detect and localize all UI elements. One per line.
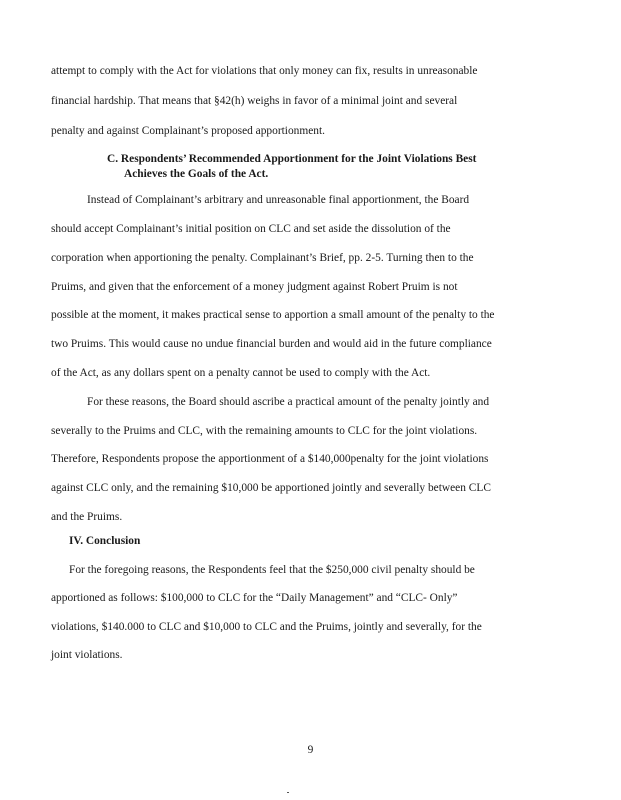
body-text-line: corporation when apportioning the penalty. Complainant’s Brief, pp. 2-5. Turning then to the (51, 252, 474, 264)
body-text-line: and the Pruims. (51, 511, 123, 523)
body-text-line: Pruims, and given that the enforcement of a money judgment against Robert Pruim is not (51, 281, 458, 293)
body-text-line: violations, $140.000 to CLC and $10,000 to CLC and the Pruims, jointly and severally, for the (51, 621, 482, 633)
body-text-line: against CLC only, and the remaining $10,000 be apportioned jointly and severally between CLC (51, 482, 491, 494)
body-text-line: Instead of Complainant’s arbitrary and unreasonable final apportionment, the Board (87, 194, 470, 206)
section-heading: IV. Conclusion (69, 535, 141, 547)
body-text-line: apportioned as follows: $100,000 to CLC for the “Daily Management” and “CLC- Only” (51, 592, 458, 604)
body-text-line: severally to the Pruims and CLC, with the remaining amounts to CLC for the joint violations. (51, 425, 478, 437)
body-text-line: penalty and against Complainant’s proposed apportionment. (51, 125, 325, 137)
body-text-line: two Pruims. This would cause no undue financial burden and would aid in the future compliance (51, 338, 492, 350)
section-heading: Achieves the Goals of the Act. (124, 168, 269, 180)
body-text-line: joint violations. (51, 649, 123, 661)
body-text-line: of the Act, as any dollars spent on a penalty cannot be used to comply with the Act. (51, 367, 431, 379)
body-text-line: For these reasons, the Board should ascribe a practical amount of the penalty jointly and (87, 396, 490, 408)
page-number: 9 (307, 744, 314, 756)
body-text-line: Therefore, Respondents propose the apportionment of a $140,000penalty for the joint violations (51, 453, 489, 465)
section-heading: C. Respondents’ Recommended Apportionment for the Joint Violations Best (107, 153, 477, 165)
body-text-line: possible at the moment, it makes practical sense to apportion a small amount of the penalty to the (51, 309, 495, 321)
body-text-line: financial hardship. That means that §42(h) weighs in favor of a minimal joint and several (51, 95, 458, 107)
body-text-line: For the foregoing reasons, the Respondents feel that the $250,000 civil penalty should be (69, 564, 475, 576)
scan-speck (287, 792, 289, 793)
body-text-line: attempt to comply with the Act for violations that only money can fix, results in unreasonable (51, 65, 478, 77)
body-text-line: should accept Complainant’s initial position on CLC and set aside the dissolution of the (51, 223, 451, 235)
